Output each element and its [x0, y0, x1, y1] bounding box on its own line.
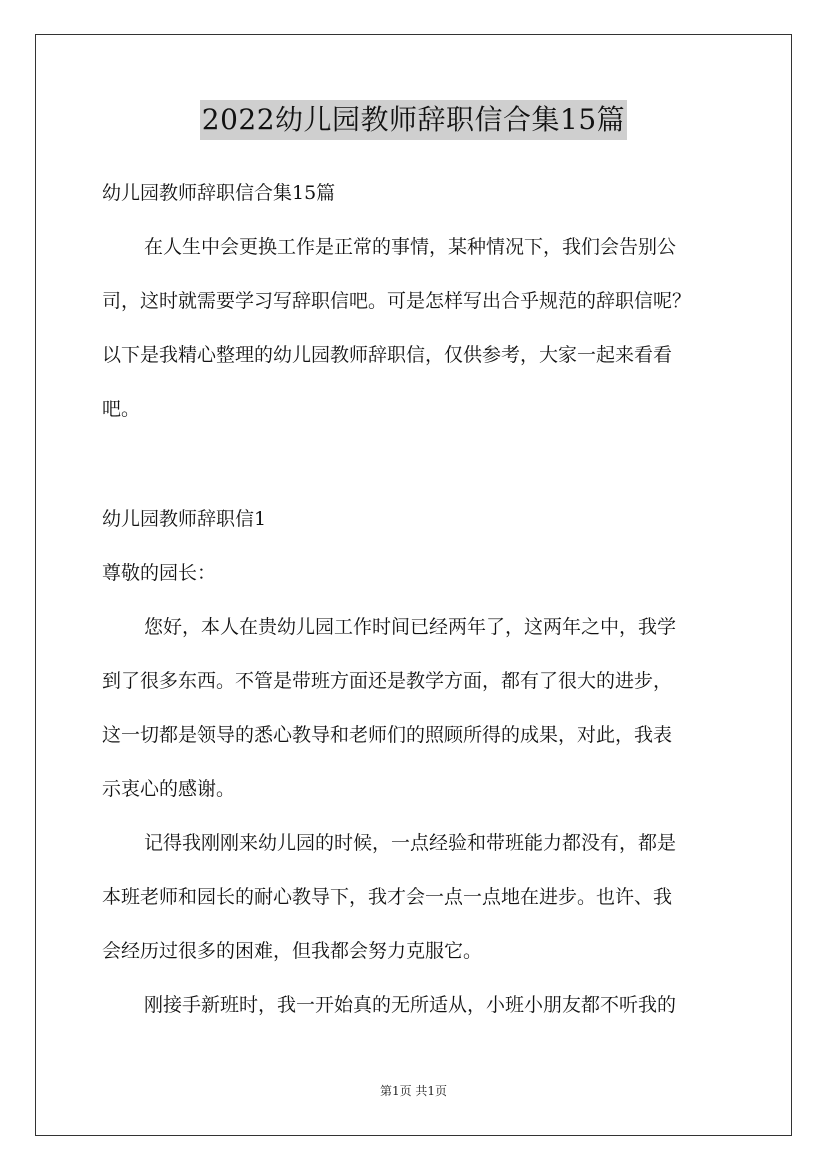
intro-line: 在人生中会更换工作是正常的事情，某种情况下，我们会告别公	[144, 236, 677, 258]
title-container	[0, 100, 827, 140]
section-heading: 幼儿园教师辞职信1	[102, 508, 267, 530]
intro-line: 司，这时就需要学习写辞职信吧。可是怎样写出合乎规范的辞职信呢？	[102, 290, 692, 312]
paragraph-line: 本班老师和园长的耐心教导下，我才会一点一点地在进步。也许、我	[102, 886, 673, 908]
paragraph-line: 您好，本人在贵幼儿园工作时间已经两年了，这两年之中，我学	[144, 616, 677, 638]
page-number-label: 第1页 共1页	[379, 1084, 448, 1098]
salutation: 尊敬的园长：	[102, 562, 217, 584]
intro-line: 吧。	[102, 398, 141, 420]
page-footer	[0, 1082, 827, 1099]
document-subtitle: 幼儿园教师辞职信合集15篇	[102, 182, 336, 204]
paragraph-line: 这一切都是领导的悉心教导和老师们的照顾所得的成果，对此，我表	[102, 724, 673, 746]
document-title: 2022幼儿园教师辞职信合集15篇	[200, 100, 627, 140]
intro-line: 以下是我精心整理的幼儿园教师辞职信，仅供参考，大家一起来看看	[102, 344, 673, 366]
paragraph-line: 到了很多东西。不管是带班方面还是教学方面，都有了很大的进步，	[102, 670, 673, 692]
paragraph-line: 记得我刚刚来幼儿园的时候，一点经验和带班能力都没有，都是	[144, 832, 677, 854]
paragraph-line: 会经历过很多的困难，但我都会努力克服它。	[102, 940, 483, 962]
paragraph-line: 示衷心的感谢。	[102, 778, 236, 800]
paragraph-line: 刚接手新班时，我一开始真的无所适从，小班小朋友都不听我的	[144, 994, 677, 1016]
